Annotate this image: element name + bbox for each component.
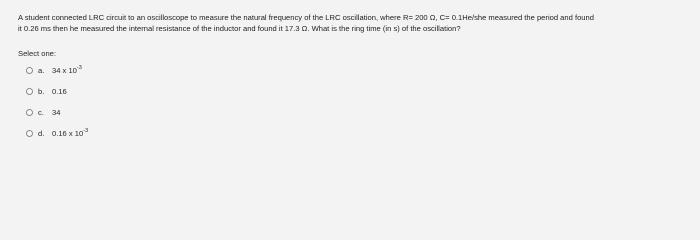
answer-block xyxy=(18,42,694,148)
question-line-1: A student connected LRC circuit to an oscilloscope to measure the natural frequency of the LRC oscillation, where R= 200 Ω, C= 0.1He/she measured the period and found xyxy=(18,13,594,22)
option-letter: a. xyxy=(38,65,45,75)
option-value: 34 x $10^{-3}$ xyxy=(52,64,82,75)
radio-button-icon[interactable] xyxy=(26,109,33,116)
option-b[interactable] xyxy=(18,85,694,97)
option-letter: b. xyxy=(38,86,45,96)
option-d[interactable] xyxy=(18,127,694,139)
radio-button-icon[interactable] xyxy=(26,67,33,74)
option-a[interactable] xyxy=(18,64,694,76)
radio-button-icon[interactable] xyxy=(26,130,33,137)
option-value: 34 xyxy=(52,107,61,117)
option-letter: c. xyxy=(38,107,44,117)
option-letter: d. xyxy=(38,128,45,138)
option-c[interactable] xyxy=(18,106,694,118)
options-list xyxy=(18,64,694,139)
option-value: 0.16 xyxy=(52,86,67,96)
select-one-label: Select one: xyxy=(18,49,56,58)
radio-button-icon[interactable] xyxy=(26,88,33,95)
question-line-2: it 0.26 ms then he measured the internal resistance of the inductor and found it 17.3 Ω. What is the ring time (in s) of the oscillation? xyxy=(18,24,461,33)
question-text xyxy=(18,12,694,34)
option-value: 0.16 x $10^{-3}$ xyxy=(52,127,89,138)
